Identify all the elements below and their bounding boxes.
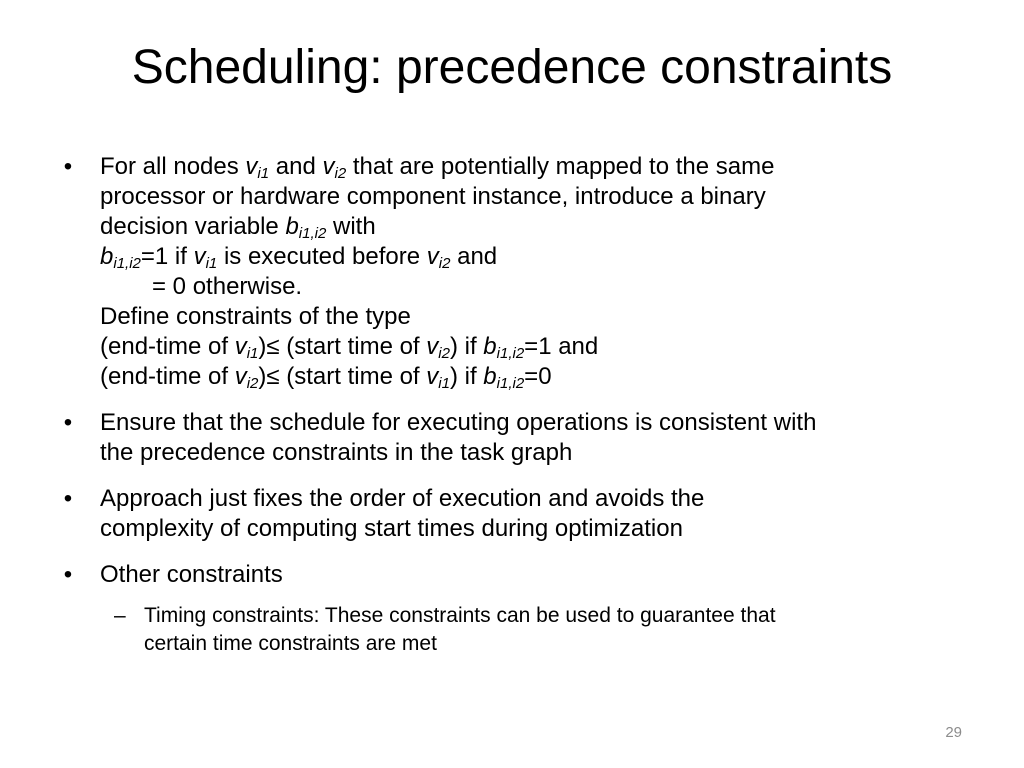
subscript: i2: [438, 345, 450, 362]
var-b: b: [285, 213, 299, 240]
text: )≤ (start time of: [258, 363, 427, 390]
text: =1 if: [140, 243, 194, 270]
text: ) if: [449, 333, 484, 360]
text: (end-time of: [100, 333, 235, 360]
text: is executed before: [217, 243, 427, 270]
bullet-marker: •: [63, 153, 73, 180]
var-v: v: [245, 153, 258, 180]
subscript: i1: [205, 255, 218, 272]
text: that are potentially mapped to the same: [346, 153, 775, 180]
subscript: i2: [438, 255, 451, 272]
slide-title: Scheduling: precedence constraints: [131, 41, 893, 94]
bullet-line: Other constraints: [100, 561, 283, 588]
bullet-line: [100, 152, 978, 182]
text: ) if: [449, 363, 484, 390]
subscript: i2: [334, 165, 347, 182]
bullet-item: [58, 484, 978, 544]
var-v: v: [234, 363, 247, 390]
bullet-line: [100, 242, 978, 272]
text: and: [269, 153, 323, 180]
subscript: i2: [246, 375, 259, 392]
bullet-line: the precedence constraints in the task graph: [100, 439, 573, 466]
text: =1 and: [524, 333, 599, 360]
bullet-marker: •: [63, 409, 73, 436]
text: For all nodes: [100, 153, 246, 180]
var-v: v: [193, 243, 206, 270]
var-v: v: [426, 243, 439, 270]
var-v: v: [426, 363, 439, 390]
bullet-item: [58, 152, 978, 392]
text: with: [326, 213, 376, 240]
bullet-line: Define constraints of the type: [100, 303, 411, 330]
subscript: i1: [438, 375, 450, 392]
var-b: b: [483, 363, 497, 390]
var-b: b: [483, 333, 497, 360]
var-v: v: [234, 333, 247, 360]
bullet-marker: •: [63, 485, 73, 512]
text: (end-time of: [100, 363, 235, 390]
bullet-line: complexity of computing start times during optimization: [100, 515, 683, 542]
bullet-item: [58, 560, 978, 590]
subscript: i1,i2: [298, 225, 327, 242]
bullet-marker: •: [63, 561, 73, 588]
text: =0: [524, 363, 552, 390]
bullet-line: processor or hardware component instance, introduce a binary: [100, 183, 766, 210]
sub-bullet-marker: –: [114, 604, 126, 627]
var-v: v: [426, 333, 439, 360]
bullet-line: [100, 332, 978, 362]
sub-bullet-line: certain time constraints are met: [144, 632, 437, 655]
text: decision variable: [100, 213, 286, 240]
subscript: i1: [257, 165, 270, 182]
sub-bullet-item: [114, 602, 978, 658]
subscript: i1: [246, 345, 259, 362]
bullet-line: Approach just fixes the order of execution and avoids the: [100, 485, 705, 512]
sub-bullet-line: Timing constraints: These constraints can be used to guarantee that: [144, 604, 776, 627]
page-number: 29: [945, 724, 962, 741]
bullet-line: Ensure that the schedule for executing operations is consistent with: [100, 409, 817, 436]
text: )≤ (start time of: [258, 333, 427, 360]
bullet-item: [58, 408, 978, 468]
bullet-line: [100, 212, 978, 242]
subscript: i1,i2: [496, 345, 525, 362]
bullet-line: = 0 otherwise.: [152, 273, 303, 300]
var-b: b: [100, 243, 114, 270]
subscript: i1,i2: [113, 255, 141, 272]
subscript: i1,i2: [496, 375, 525, 392]
bullet-line: [100, 362, 978, 392]
text: and: [450, 243, 498, 270]
bullet-list: [58, 152, 978, 658]
var-v: v: [322, 153, 335, 180]
